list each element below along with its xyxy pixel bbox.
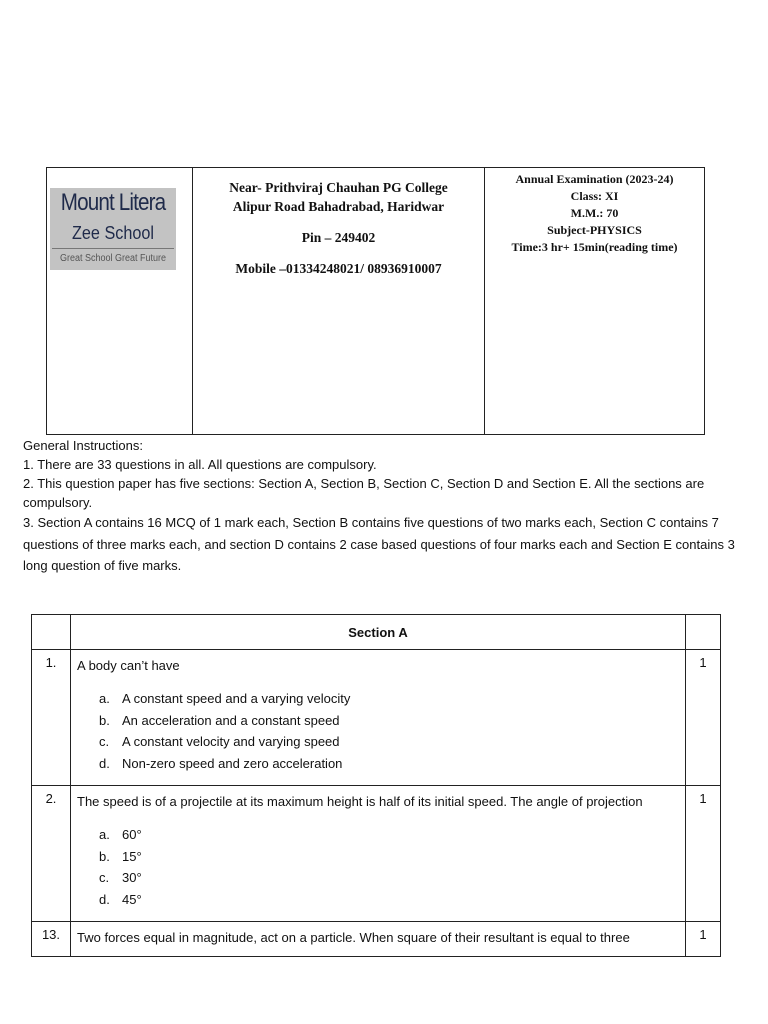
option: a. 60° xyxy=(99,826,142,842)
general-instructions xyxy=(23,436,738,577)
exam-title: Annual Examination (2023-24) xyxy=(515,172,674,186)
question-text: Two forces equal in magnitude, act on a particle. When square of their resultant is equal to three xyxy=(71,921,686,956)
exam-class: Class: XI xyxy=(570,189,619,203)
exam-max-marks: M.M.: 70 xyxy=(570,206,619,220)
question-row xyxy=(32,785,721,921)
options-list xyxy=(77,824,679,911)
exam-subject: Subject-PHYSICS xyxy=(547,223,642,237)
address-cell xyxy=(193,168,485,434)
instruction-3: 3. Section A contains 16 MCQ of 1 mark each, Section B contains five questions of two marks each, Section C contains 7 questions of three marks each, and section D contains 2 case based questions of four marks each and Section E contains 3 long question of five marks. xyxy=(23,515,735,573)
question-row xyxy=(32,650,721,786)
logo-name: Mount Litera xyxy=(60,189,166,216)
logo-tagline: Great School Great Future xyxy=(59,253,167,264)
exam-header xyxy=(46,167,705,435)
logo-cell xyxy=(47,168,193,434)
address-line-1: Near- Prithviraj Chauhan PG College xyxy=(229,180,448,195)
question-row xyxy=(32,921,721,956)
question-marks: 1 xyxy=(686,785,721,921)
option: b. An acceleration and a constant speed xyxy=(99,712,340,728)
option: c. A constant velocity and varying speed xyxy=(99,734,340,750)
exam-time: Time:3 hr+ 15min(reading time) xyxy=(511,240,678,254)
question-number: 1. xyxy=(32,650,71,786)
question-marks: 1 xyxy=(686,921,721,956)
question-number: 2. xyxy=(32,785,71,921)
logo-divider xyxy=(52,248,174,249)
option: d. Non-zero speed and zero acceleration xyxy=(99,756,343,772)
question-marks: 1 xyxy=(686,650,721,786)
question-number: 13. xyxy=(32,921,71,956)
address-line-2: Alipur Road Bahadrabad, Haridwar xyxy=(232,199,445,214)
option: c. 30° xyxy=(99,870,142,886)
section-title: Section A xyxy=(71,615,686,650)
option: a. A constant speed and a varying velocity xyxy=(99,691,351,706)
school-logo xyxy=(50,188,176,270)
logo-subname: Zee School xyxy=(72,223,154,243)
pin-code: Pin – 249402 xyxy=(301,230,376,245)
instruction-1: 1. There are 33 questions in all. All questions are compulsory. xyxy=(23,457,377,472)
options-list xyxy=(77,688,679,775)
section-header-row xyxy=(32,615,721,650)
instructions-heading: General Instructions: xyxy=(23,438,143,453)
option: d. 45° xyxy=(99,891,142,907)
instruction-2: 2. This question paper has five sections: Section A, Section B, Section C, Section D and Section E. All the sections are compulsory. xyxy=(23,476,705,510)
mobile-number: Mobile –01334248021/ 08936910007 xyxy=(235,261,442,276)
questions-table xyxy=(31,614,721,957)
exam-info-cell xyxy=(485,168,704,434)
question-text: The speed is of a projectile at its maximum height is half of its initial speed. The angle of projection xyxy=(77,793,643,809)
question-text: A body can’t have xyxy=(77,658,180,673)
option: b. 15° xyxy=(99,848,142,864)
